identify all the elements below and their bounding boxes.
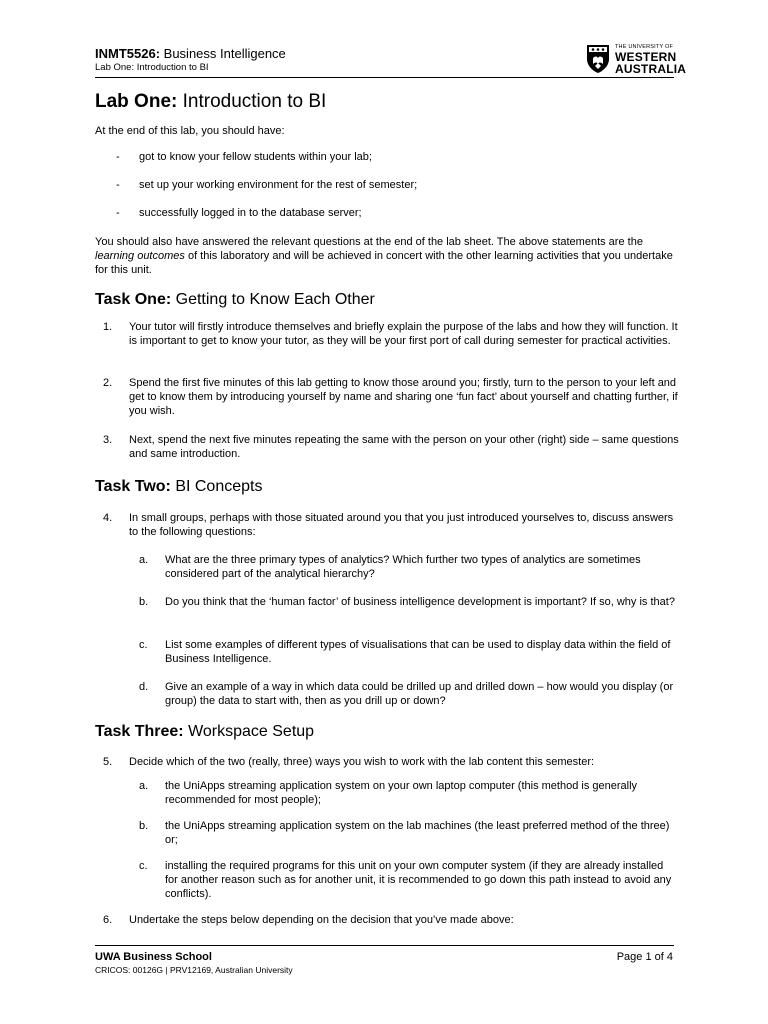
closing-text-1: You should also have answered the relevant questions at the end of the lab sheet. The above statements are the [95,236,643,248]
subitem-letter: a. [139,780,149,792]
intro-closing [95,235,685,277]
subitem-letter: d. [139,681,149,693]
course-name: Business Intelligence [163,46,286,61]
task-three-label: Task Three: [95,723,184,740]
subitem-letter: a. [139,554,149,566]
item-number: 2. [103,377,113,389]
task-three-title: Workspace Setup [188,723,315,740]
page-footer [95,950,293,976]
intro-lead: At the end of this lab, you should have: [95,125,285,137]
subitem-text: the UniApps streaming application system on the lab machines (the least preferred method of the three) or; [165,820,670,846]
footer-cricos: CRICOS: 00126G | PRV12169, Australian University [95,965,293,975]
item-text: Next, spend the next five minutes repeating the same with the person on your other (right) side – same questions and same introduction. [129,434,679,460]
header-divider [95,77,674,78]
subitem-text: Give an example of a way in which data could be drilled up and drilled down – how would you display (or group) the data to start with, then as you drill up or down? [165,681,674,707]
closing-text-2: of this laboratory and will be achieved in concert with the other learning activities that you undertake for this unit. [95,250,673,276]
logo-line-3: AUSTRALIA [615,62,687,76]
course-line [95,46,286,61]
task-two-heading [95,477,262,497]
subitem-text: List some examples of different types of visualisations that can be used to display data within the field of Business Intelligence. [165,639,671,665]
logo-line-2: WESTERN [615,50,677,64]
item-number: 1. [103,321,113,333]
item-text: Undertake the steps below depending on the decision that you’ve made above: [129,914,514,926]
item-text: Decide which of the two (really, three) ways you wish to work with the lab content this semester: [129,756,595,768]
logo-line-1: THE UNIVERSITY OF [615,44,673,50]
course-code: INMT5526: [95,46,161,61]
task-one-title: Getting to Know Each Other [175,291,375,308]
footer-school: UWA Business School [95,951,212,963]
task-two-label: Task Two: [95,478,171,495]
page-header [95,46,286,74]
bullet-item: successfully logged in to the database server; [139,207,362,219]
item-text: In small groups, perhaps with those situated around you that you just introduced yourselves to, discuss answers to the following questions: [129,512,674,538]
task-one-heading [95,290,375,310]
task-two-title: BI Concepts [175,478,263,495]
closing-emphasis: learning outcomes [95,250,185,262]
uwa-crest-icon [586,44,610,74]
item-number: 5. [103,756,113,768]
page-number: Page 1 of 4 [616,951,673,963]
bullet-item: set up your working environment for the rest of semester; [139,179,418,191]
bullet-dash: - [116,207,120,219]
uwa-logo [586,44,687,76]
subitem-letter: b. [139,820,149,832]
subitem-text: Do you think that the ‘human factor’ of business intelligence development is important? If so, why is that? [165,596,675,608]
subitem-letter: b. [139,596,149,608]
item-number: 4. [103,512,113,524]
task-one-label: Task One: [95,291,172,308]
bullet-dash: - [116,179,120,191]
subitem-text: What are the three primary types of analytics? Which further two types of analytics are sometimes considered part of the analytical hierarchy? [165,554,641,580]
item-text: Spend the first five minutes of this lab getting to know those around you; firstly, turn to the person to your left and get to know them by introducing yourself by name and sharing one ‘fun fact’ about yourself and chatting further, if you wish. [129,377,678,417]
bullet-dash: - [116,151,120,163]
subitem-text: installing the required programs for this unit on your own computer system (if they are already installed for another reason such as for another unit, it is recommended to go down this path instead to avoid any conflicts). [165,860,672,900]
task-three-heading [95,722,314,742]
subitem-text: the UniApps streaming application system on your own laptop computer (this method is generally recommended for most people); [165,780,638,806]
header-subtitle: Lab One: Introduction to BI [95,62,209,73]
item-number: 3. [103,434,113,446]
subitem-letter: c. [139,860,148,872]
page-title [95,90,326,114]
subitem-letter: c. [139,639,148,651]
title-rest: Introduction to BI [182,91,327,112]
bullet-item: got to know your fellow students within your lab; [139,151,372,163]
item-text: Your tutor will firstly introduce themselves and briefly explain the purpose of the labs and how they will function. It is important to get to know your tutor, as they will be your first port of call during semester for practical activities. [129,321,678,347]
footer-divider [95,945,674,946]
title-bold: Lab One: [95,91,178,112]
item-number: 6. [103,914,113,926]
